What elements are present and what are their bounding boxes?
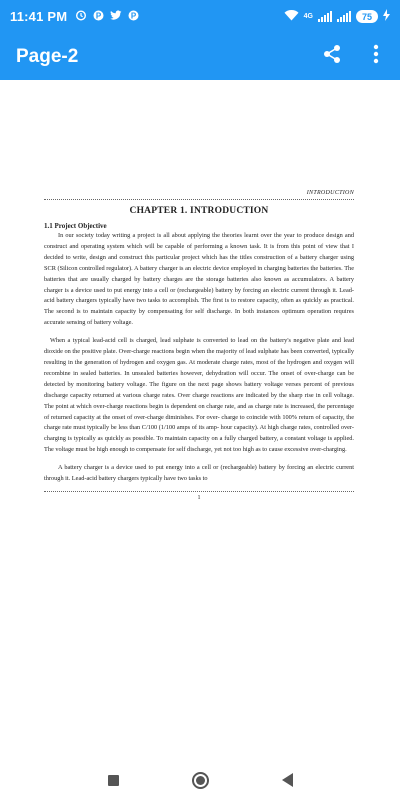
app-bar-actions [320,45,388,69]
svg-text:P: P [96,10,102,20]
section-title: 1.1 Project Objective [44,222,107,230]
network-type-label: 4G [303,13,313,20]
svg-text:P: P [131,10,137,20]
back-icon [282,773,293,787]
paragraph [44,231,354,329]
paragraph-text: In our society today writing a project is all about applying the theories learnt over the year to produce design and construct and operating system which will be capable of performing a known task. It is from this point of view that I decided to write, design and construct this particular project which has the titles construction of a battery charger using SCR (Silicon controlled regulator). A battery charger is an electric device employed in charging batteries the batteries. The batteries that are usually charged by battery charges are the storage batteries also known as accumulators. A battery charger is a device used to put energy into a cell or (rechargeable) battery by forcing an electric current through it. Lead-acid battery chargers typically have two tasks to accomplish. The first is to restore capacity, often as quickly as practical. The second is to maintain capacity by compensating for self discharge. In both instances optimum operation requires accurate sensing of battery voltage. [44,232,354,327]
twitter-icon [110,10,122,24]
paragraph-text: When a typical lead-acid cell is charged, lead sulphate is converted to lead on the battery's negative plate and lead dioxide on the positive plate. Over-charge reactions begin when the majority of lead sulphate has been converted, typically resulting in the generation of hydrogen and oxygen gas. At moderate charge rates, most of the hydrogen and oxygen will recombine in sealed batteries. In unsealed batteries however, dehydration will occur. The onset of over-charge can be detected by monitoring battery voltage. The figure on the next page shows battery voltage verses percent of previous discharge capacity returned at various charge rates. Over charge reactions are indicated by the sharp rise in cell voltage. The point at which over-charge reactions begin is dependent on charge rate, and as charge rate is increased, the percentage of returned capacity at the onset of over-charge diminishes. For over- charge to coincide with 100% return of capacity, the charge rate must typically be less than C/100 (1/100 amps of its amp- hour capacity). At high charge rates, controlled over-charging is typically as quickly as possible. To maintain capacity on a fully charged battery, a constant voltage is applied. The voltage must be high enough to compensate for self discharge, yet not too high as to cause excessive over-charging. [44,337,354,454]
share-icon [322,44,342,69]
status-bar [0,0,400,33]
system-icons [284,8,390,26]
page-number: 1 [197,494,201,501]
charging-icon [383,8,390,26]
header-rule [44,199,354,200]
alarm-icon [75,9,87,24]
navigation-bar [0,760,400,800]
home-icon [192,772,209,789]
more-options-button[interactable] [364,45,388,69]
home-button[interactable] [186,766,215,795]
paragraph-text: A battery charger is a device used to put energy into a cell or (rechargeable) battery by forcing an electric current through it. Lead-acid battery chargers typically have two tasks to [44,464,354,483]
chapter-title: CHAPTER 1. INTRODUCTION [129,206,269,216]
pinterest-icon [128,10,139,24]
pinterest-icon [93,10,104,24]
paragraph [44,463,354,485]
document-viewer[interactable] [0,80,400,760]
signal-icon [318,11,332,22]
notification-icons [75,9,139,24]
signal-icon [337,11,351,22]
recents-icon [108,775,119,786]
battery-level: 75 [356,10,378,23]
page-title: Page-2 [16,45,79,67]
recents-button[interactable] [100,767,127,794]
paragraph [44,336,354,456]
status-time: 11:41 PM [10,9,68,24]
footer-rule [44,491,354,492]
document-page [44,190,354,501]
wifi-icon [284,8,299,26]
share-button[interactable] [320,45,344,69]
back-button[interactable] [274,765,301,795]
app-bar [0,33,400,80]
more-vert-icon [373,44,379,69]
top-bar [0,0,400,80]
running-head: INTRODUCTION [306,190,354,196]
